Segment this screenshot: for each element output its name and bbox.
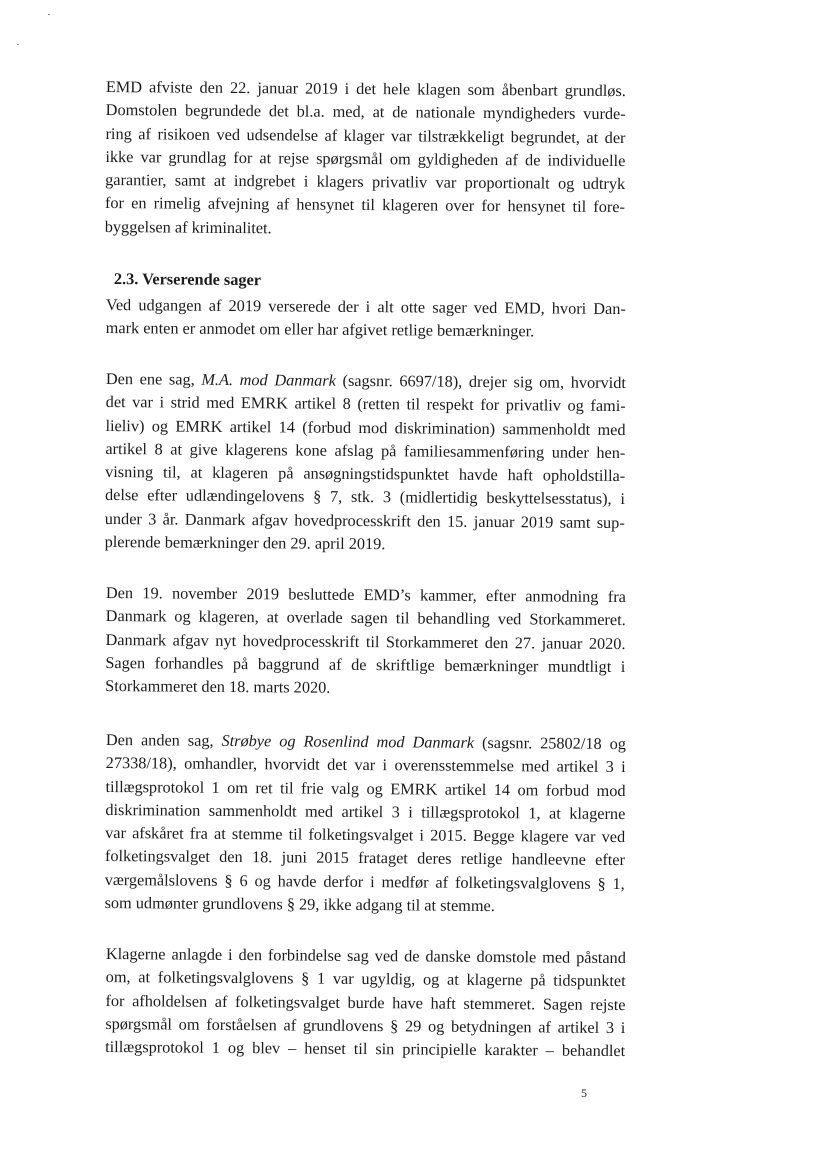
case-title: M.A. mod Danmark [201, 369, 336, 390]
text-line: Klagerne anlagde i den forbindelse sag ved de danske domstole med påstand [105, 943, 626, 968]
text-line: 27338/18), omhandler, hvorvidt det var i overensstemmelse med artikel 3 i [105, 753, 626, 777]
text-line: tillægsprotokol 1 og blev – henset til sin principielle karakter – behandlet [105, 1037, 626, 1061]
text-line: som udmønter grundlovens § 29, ikke adgang til at stemme. [104, 893, 495, 916]
text-line: garantier, samt at indgrebet i klagers privatliv var proportionalt og udtryk [105, 170, 626, 194]
scan-speck [48, 14, 50, 15]
text-line: Sagen forhandles på baggrund af de skriftlige bemærkninger mundtligt i [105, 652, 626, 676]
text-line: for afholdelsen af folketingsvalget burde have haft stemmeret. Sagen rejste [105, 990, 626, 1014]
text-line: Domstolen begrundede det bl.a. med, at de nationale myndigheders vurde- [105, 100, 626, 124]
text-line: tillægsprotokol 1 om ret til frie valg og EMRK artikel 14 om forbud mod [105, 776, 626, 800]
case-title: Strøbye og Rosenlind mod Danmark [221, 730, 475, 752]
text-line: Ved udgangen af 2019 verserede der i alt otte sager ved EMD, hvori Dan- [105, 294, 626, 319]
text-line: for en rimelig afvejning af hensynet til klageren over for hensynet til fore- [104, 193, 626, 217]
section-heading: 2.3. Verserende sager [113, 269, 262, 290]
text-line: var afskåret fra at stemme til folketingsvalget i 2015. Begge klagere var ved [105, 823, 626, 847]
text-line: ring af risikoen ved udsendelse af klager var tilstrækkeligt begrundet, at der [105, 123, 626, 147]
text-line: spørgsmål om forståelsen af grundlovens § 29 og betydningen af artikel 3 i [105, 1013, 626, 1037]
text-line: artikel 8 at give klagerens kone afslag på familiesammenføring under hen- [105, 438, 626, 462]
text-line: Den 19. november 2019 besluttede EMD’s kammer, efter anmodning fra [105, 582, 626, 607]
text-line: Storkammeret den 18. marts 2020. [105, 676, 331, 697]
text-line: delse efter udlændingelovens § 7, stk. 3 (midlertidig beskyttelsesstatus), i [104, 485, 626, 509]
text-line: om, at folketingsvalglovens § 1 var ugyldig, og at klagerne på tidspunktet [105, 967, 626, 991]
paragraph-3 [105, 367, 626, 557]
text-line: under 3 år. Danmark afgav hovedprocesskrift den 15. januar 2019 samt sup- [104, 508, 625, 532]
text-line: det var i strid med EMRK artikel 8 (retten til respekt for privatliv og fami- [105, 392, 626, 416]
paragraph-5 [105, 728, 626, 918]
paragraph-6 [105, 942, 626, 1063]
text-line: visning til, at klageren på ansøgningstidspunktet havde haft opholdstilla- [105, 462, 626, 486]
text-line: folketingsvalget den 18. juni 2015 frataget deres retlige handleevne efter [104, 846, 626, 870]
text-run: (sagsnr. 25802/18 og [473, 732, 626, 754]
scan-speck [17, 44, 19, 45]
text-line: ikke var grundlag for at rejse spørgsmål om gyldigheden af de individuelle [105, 146, 626, 170]
text-line: diskrimination sammenholdt med artikel 3 i tillægsprotokol 1, at klagerne [105, 799, 626, 823]
paragraph-4 [105, 581, 626, 702]
text-line: Danmark og klageren, at overlade sagen til behandling ved Storkammeret. [105, 606, 626, 630]
text-line: plerende bemærkninger den 29. april 2019. [104, 532, 386, 554]
text-line: mark enten er anmodet om eller har afgivet retlige bemærkninger. [105, 318, 535, 341]
text-run: (sagsnr. 6697/18), drejer sig om, hvorvidt [335, 370, 626, 393]
paragraph-1 [105, 75, 626, 242]
text-line: Danmark afgav nyt hovedprocesskrift til Storkammeret den 27. januar 2020. [105, 629, 626, 653]
text-line: EMD afviste den 22. januar 2019 i det hele klagen som åbenbart grundløs. [105, 76, 626, 101]
page-number: 5 [581, 1086, 587, 1100]
text-run: Den anden sag, [105, 729, 222, 750]
text-line: lieliv) og EMRK artikel 14 (forbud mod diskrimination) sammenholdt med [105, 415, 626, 439]
text-line: byggelsen af kriminalitet. [104, 216, 272, 238]
text-line: værgemålslovens § 6 og havde derfor i medfør af folketingsvalglovens § 1, [104, 869, 625, 893]
paragraph-2 [106, 293, 626, 344]
text-run: Den ene sag, [105, 368, 202, 389]
